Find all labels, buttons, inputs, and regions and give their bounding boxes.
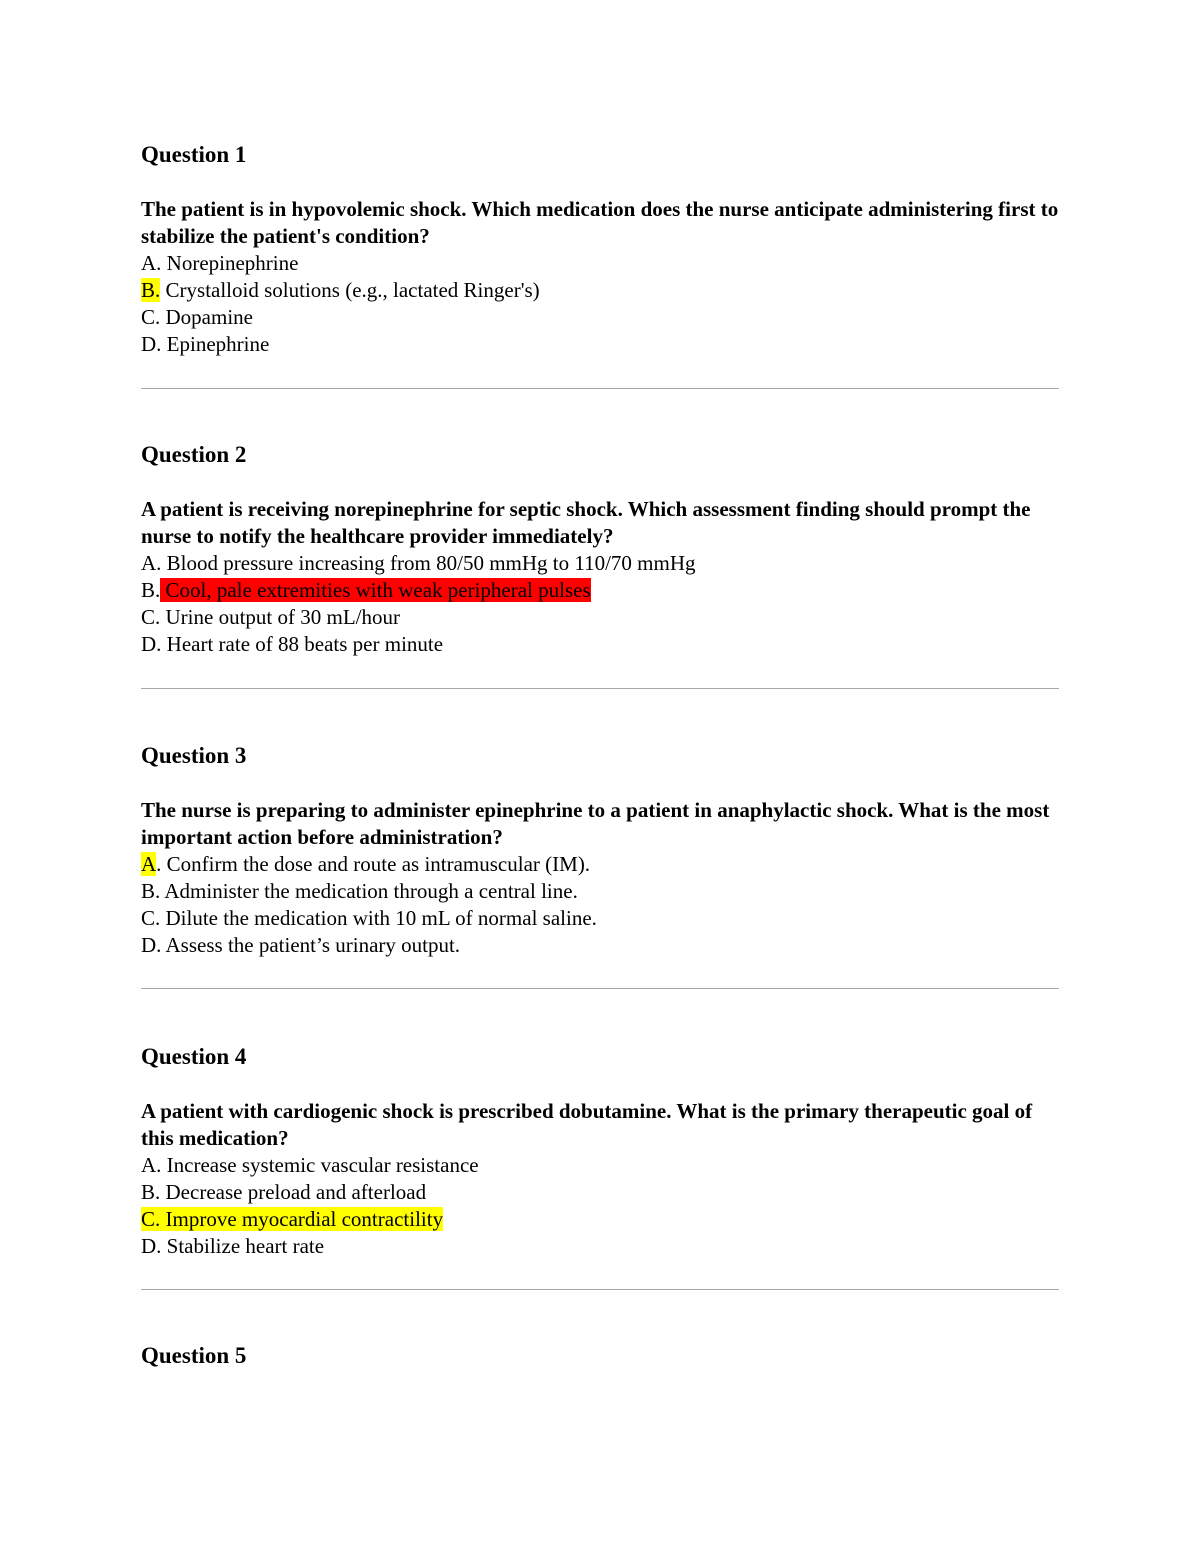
option-c[interactable] <box>141 1206 1059 1233</box>
option-letter: C. <box>141 605 161 629</box>
answer-options <box>141 550 1059 658</box>
option-highlight <box>141 1207 443 1231</box>
question-1 <box>141 140 1059 358</box>
option-text: Norepinephrine <box>161 251 299 275</box>
option-letter: C. <box>141 1207 161 1231</box>
option-letter: D. <box>141 332 162 356</box>
option-b[interactable] <box>141 577 1059 604</box>
option-text: Stabilize heart rate <box>161 1234 325 1258</box>
option-text: Blood pressure increasing from 80/50 mmHg to 110/70 mmHg <box>161 551 696 575</box>
option-d[interactable] <box>141 631 1059 658</box>
option-a[interactable] <box>141 550 1059 577</box>
option-d[interactable] <box>141 1233 1059 1260</box>
option-letter: A. <box>141 251 162 275</box>
divider <box>141 988 1059 989</box>
divider <box>141 388 1059 389</box>
question-title: Question 1 <box>141 142 247 167</box>
question-title: Question 2 <box>141 442 247 467</box>
option-letter: A. <box>141 1153 162 1177</box>
option-b[interactable] <box>141 1179 1059 1206</box>
option-c[interactable] <box>141 304 1059 331</box>
option-d[interactable] <box>141 932 1059 959</box>
question-text: A patient with cardiogenic shock is prescribed dobutamine. What is the primary therapeutic goal of this medication? <box>141 1099 1033 1150</box>
question-title: Question 4 <box>141 1044 247 1069</box>
option-b[interactable] <box>141 277 1059 304</box>
question-5 <box>141 1341 246 1371</box>
answer-options <box>141 851 1059 959</box>
question-text: The patient is in hypovolemic shock. Which medication does the nurse anticipate administering first to stabilize the patient's condition? <box>141 197 1059 248</box>
option-letter: B. <box>141 879 161 903</box>
option-a[interactable] <box>141 1152 1059 1179</box>
option-b[interactable] <box>141 878 1059 905</box>
option-text: Cool, pale extremities with weak peripheral pulses <box>160 578 591 602</box>
option-a[interactable] <box>141 851 1059 878</box>
option-text: Crystalloid solutions (e.g., lactated Ringer's) <box>160 278 540 302</box>
option-letter: A <box>141 852 157 876</box>
option-d[interactable] <box>141 331 1059 358</box>
option-a[interactable] <box>141 250 1059 277</box>
option-text: Dilute the medication with 10 mL of normal saline. <box>160 906 597 930</box>
option-letter: D. <box>141 1234 162 1258</box>
option-c[interactable] <box>141 905 1059 932</box>
option-text: Epinephrine <box>161 332 270 356</box>
option-letter: B. <box>141 1180 161 1204</box>
question-2 <box>141 440 1059 658</box>
option-letter: C. <box>141 305 161 329</box>
option-letter: D. <box>141 933 162 957</box>
option-text: Decrease preload and afterload <box>160 1180 427 1204</box>
option-letter: C. <box>141 906 161 930</box>
option-text: Dopamine <box>160 305 253 329</box>
option-letter: B. <box>141 578 161 602</box>
option-c[interactable] <box>141 604 1059 631</box>
option-text: Administer the medication through a central line. <box>160 879 578 903</box>
option-text: Heart rate of 88 beats per minute <box>161 632 444 656</box>
question-title: Question 3 <box>141 743 247 768</box>
divider <box>141 1289 1059 1290</box>
question-text: The nurse is preparing to administer epinephrine to a patient in anaphylactic shock. What is the most important action before administration? <box>141 798 1050 849</box>
option-letter: B. <box>141 278 161 302</box>
option-text: . Confirm the dose and route as intramuscular (IM). <box>156 852 591 876</box>
option-letter: A. <box>141 551 162 575</box>
option-text: Assess the patient’s urinary output. <box>161 933 461 957</box>
answer-options <box>141 1152 1059 1260</box>
question-4 <box>141 1042 1059 1260</box>
question-title: Question 5 <box>141 1343 247 1368</box>
question-text: A patient is receiving norepinephrine for septic shock. Which assessment finding should prompt the nurse to notify the healthcare provider immediately? <box>141 497 1031 548</box>
divider <box>141 688 1059 689</box>
question-3 <box>141 741 1059 959</box>
option-letter: D. <box>141 632 162 656</box>
option-text: Increase systemic vascular resistance <box>161 1153 479 1177</box>
option-text: Urine output of 30 mL/hour <box>160 605 400 629</box>
option-text: Improve myocardial contractility <box>160 1207 444 1231</box>
answer-options <box>141 250 1059 358</box>
